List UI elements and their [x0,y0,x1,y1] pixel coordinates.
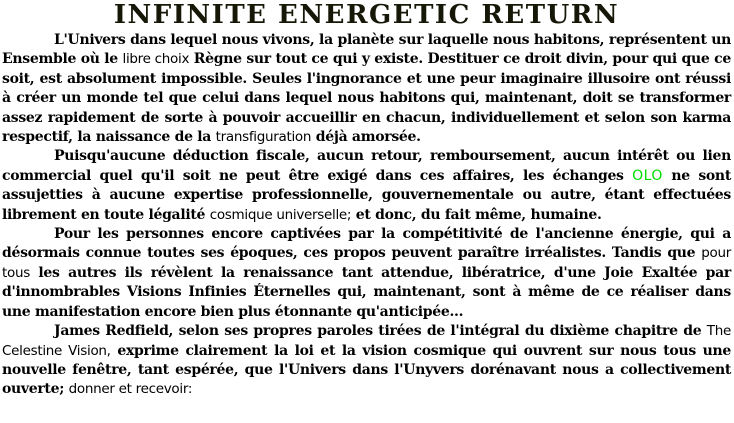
text-run: Règne sur tout ce qui y existe. Destituer ce droit divin, pour qui que ce soit, est absolument impossible. Seules l'ingnorance et une peur imaginaire illusoire ont réussi à créer un monde tel que celui dans lequel nous habitons qui, maintenant, doit se transformer assez rapidement de sorte à pouvoir accueillir en chacun, individuellement et selon son karma respectif, la naissance de la [2,51,731,146]
text-run: ne sont assujetties à aucune expertise professionnelle, gouvernementale ou autre, étant effectuées librement en toute légalité [2,167,731,223]
text-run-alt-font: The Celestine Vision, [2,323,731,359]
paragraph-4 [2,322,731,400]
text-run-alt-font: transfiguration [215,129,312,146]
text-run-alt-font: libre choix [122,51,190,68]
paragraph-1 [2,31,731,147]
text-run-alt-font: cosmique universelle; [209,206,352,223]
text-run: Pour les personnes encore captivées par la compétitivité de l'ancienne énergie, qui a désormais connue toutes ses époques, ces propos peuvent paraître irréalistes. Tandis que [2,226,731,262]
text-run: L'Univers dans lequel nous vivons, la planète sur laquelle nous habitons, représentent un Ensemble où le [2,32,731,68]
text-run-olo-green: OLO [632,167,663,184]
text-run-alt-font: pour tous [2,245,731,281]
text-run: les autres ils révèlent la renaissance tant attendue, libératrice, d'une Joie Exaltée par d'innombrables Visions Infinies Éternelles qui, maintenant, sont à même de ce réaliser dans une manifestation encore bien plus étonnante qu'anticipée... [2,264,731,320]
text-run: Puisqu'aucune déduction fiscale, aucun retour, remboursement, aucun intérêt ou lien commercial quel qu'il soit ne peut être exigé dans ces affaires, les échanges [2,148,731,184]
text-run: déjà amorsée. [311,129,421,146]
text-run: et donc, du fait même, humaine. [351,206,602,223]
paragraph-2 [2,147,731,225]
text-run: James Redfield, selon ses propres paroles tirées de l'intégral du dixième chapitre de [54,323,707,340]
text-run: exprime clairement la loi et la vision cosmique qui ouvrent sur nous tous une nouvelle fenêtre, tant espérée, que l'Univers dans l'Unyvers dorénavant nous a collectivement ouverte; [2,342,731,398]
page-title: INFINITE ENERGETIC RETURN [113,0,620,30]
text-run-alt-font: donner et recevoir: [68,381,193,398]
paragraph-3 [2,225,731,322]
